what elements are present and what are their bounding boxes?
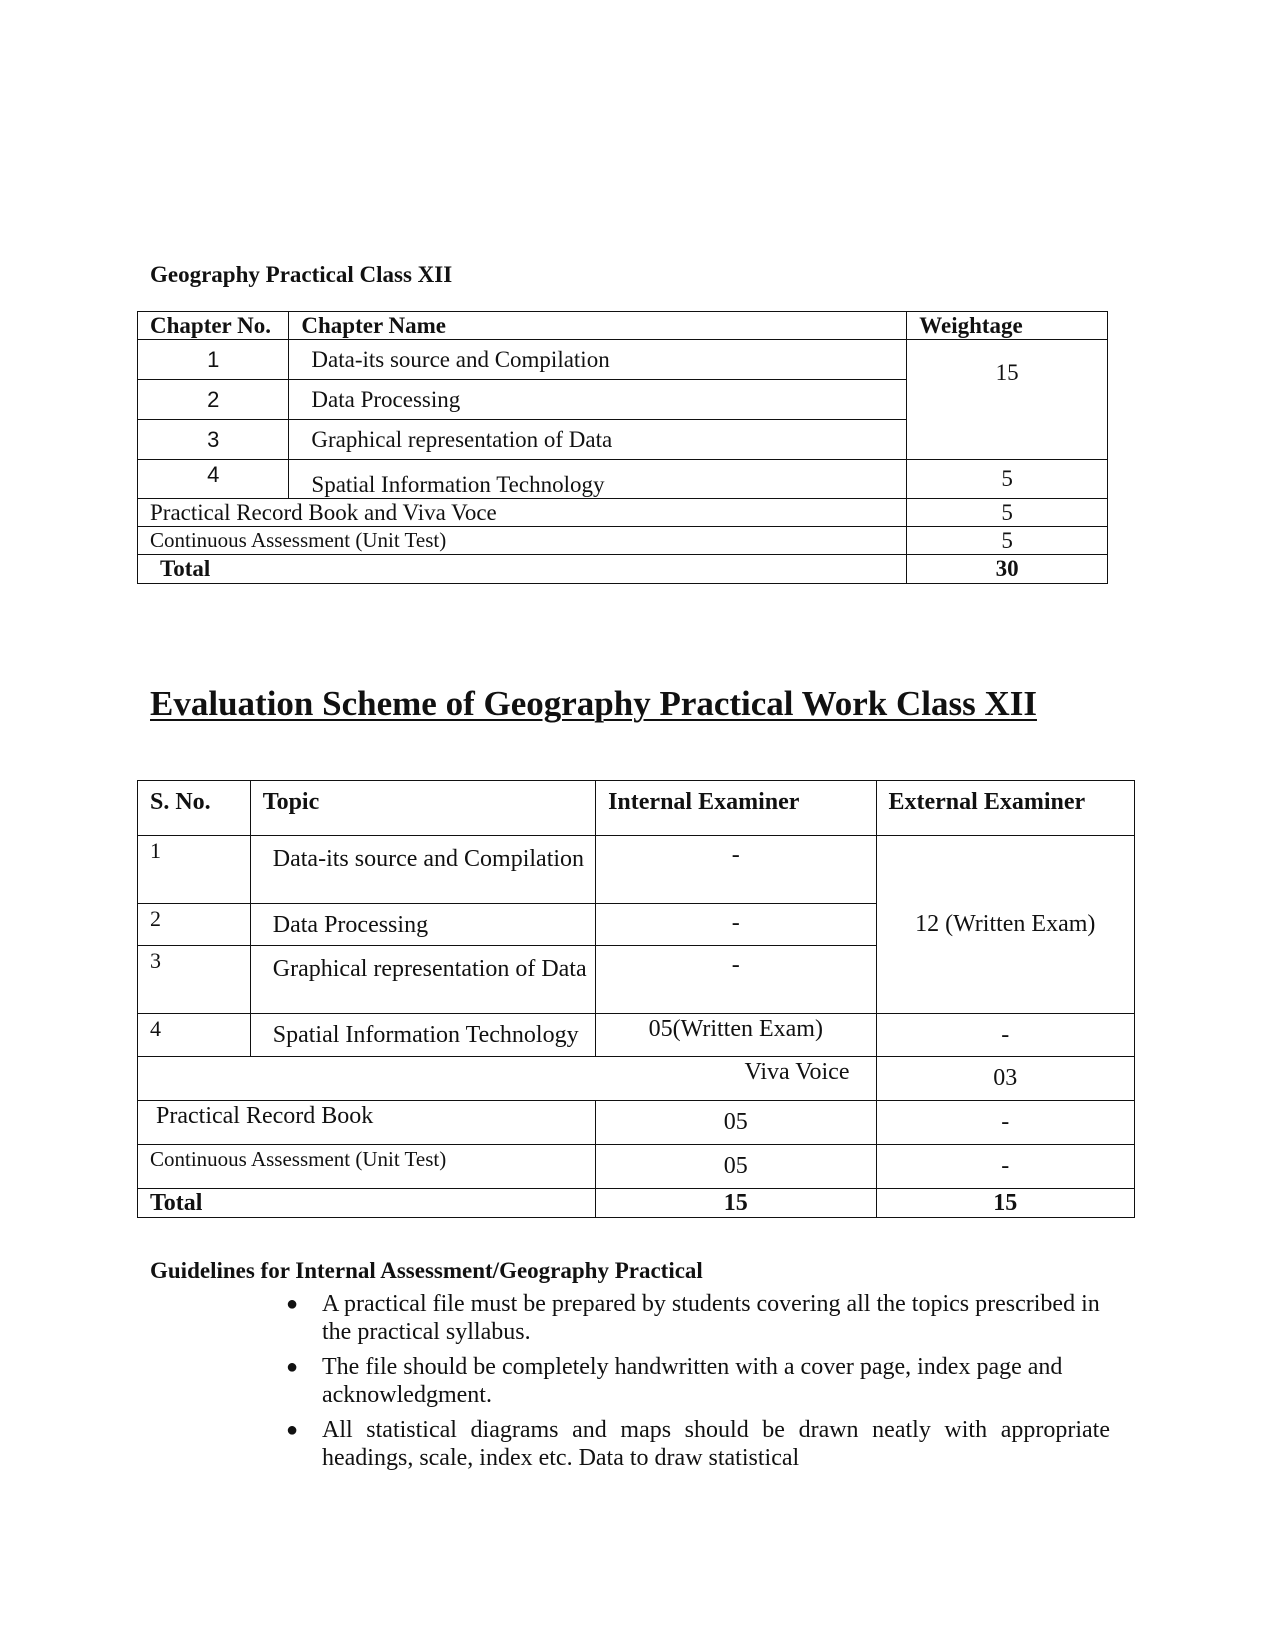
viva-label: Viva Voice	[138, 1057, 877, 1101]
row-label: Practical Record Book and Viva Voce	[138, 499, 907, 527]
guidelines-heading: Guidelines for Internal Assessment/Geography Practical	[150, 1258, 703, 1283]
total-label: Total	[138, 555, 907, 584]
topic: Data-its source and Compilation	[250, 836, 595, 904]
list-item	[280, 1416, 1110, 1472]
chapter-name: Spatial Information Technology	[289, 460, 907, 499]
col-header-external: External Examiner	[876, 781, 1135, 836]
col-header-chapter-name: Chapter Name	[289, 312, 907, 340]
table-row	[138, 340, 1108, 380]
external-value: 03	[876, 1057, 1135, 1101]
weightage-value: 5	[907, 499, 1108, 527]
bullet-icon: ●	[286, 1419, 299, 1441]
guideline-text: A practical file must be prepared by students covering all the topics prescribed in the practical syllabus.	[322, 1291, 1100, 1345]
col-header-topic: Topic	[250, 781, 595, 836]
guideline-text: All statistical diagrams and maps should be drawn neatly with appropriate headings, scale, index etc. Data to draw statistical	[322, 1417, 1110, 1471]
table-row	[138, 460, 1108, 499]
chapter-no: 1	[138, 340, 289, 380]
page-title: Evaluation Scheme of Geography Practical Work Class XII	[150, 684, 1037, 723]
external-group-value: 12 (Written Exam)	[876, 836, 1135, 1014]
sno: 1	[138, 836, 251, 904]
table-row	[138, 1101, 1135, 1145]
topic: Data Processing	[250, 904, 595, 946]
chapter-name: Data Processing	[289, 380, 907, 420]
total-label: Total	[138, 1189, 596, 1218]
col-header-chapter-no: Chapter No.	[138, 312, 289, 340]
total-internal: 15	[596, 1189, 876, 1218]
row-label: Practical Record Book	[138, 1101, 596, 1145]
col-header-sno: S. No.	[138, 781, 251, 836]
chapter-name: Graphical representation of Data	[289, 420, 907, 460]
row-label: Continuous Assessment (Unit Test)	[138, 1145, 596, 1189]
topic: Graphical representation of Data	[250, 946, 595, 1014]
section-heading-practical: Geography Practical Class XII	[150, 262, 453, 287]
guideline-text: The file should be completely handwritten with a cover page, index page and acknowledgment.	[322, 1354, 1063, 1408]
weightage-table	[137, 311, 1108, 584]
chapter-no: 4	[138, 460, 289, 499]
total-row	[138, 555, 1108, 584]
sno: 2	[138, 904, 251, 946]
weightage-value: 5	[907, 460, 1108, 499]
row-label: Continuous Assessment (Unit Test)	[138, 527, 907, 555]
external-value: -	[876, 1101, 1135, 1145]
total-row	[138, 1189, 1135, 1218]
table-row	[138, 1145, 1135, 1189]
bullet-icon: ●	[286, 1356, 299, 1378]
internal-value: -	[596, 836, 876, 904]
external-value: -	[876, 1014, 1135, 1057]
col-header-weightage: Weightage	[907, 312, 1108, 340]
internal-value: 05	[596, 1101, 876, 1145]
table-row	[138, 836, 1135, 904]
chapter-name: Data-its source and Compilation	[289, 340, 907, 380]
list-item	[280, 1353, 1110, 1409]
sno: 4	[138, 1014, 251, 1057]
topic: Spatial Information Technology	[250, 1014, 595, 1057]
list-item	[280, 1290, 1110, 1346]
total-external: 15	[876, 1189, 1135, 1218]
sno: 3	[138, 946, 251, 1014]
internal-value: -	[596, 946, 876, 1014]
internal-value: 05	[596, 1145, 876, 1189]
table-row	[138, 499, 1108, 527]
weightage-value: 5	[907, 527, 1108, 555]
col-header-internal: Internal Examiner	[596, 781, 876, 836]
chapter-no: 2	[138, 380, 289, 420]
bullet-icon: ●	[286, 1293, 299, 1315]
guidelines-list	[280, 1290, 1110, 1479]
weightage-group-value: 15	[907, 340, 1108, 460]
external-value: -	[876, 1145, 1135, 1189]
evaluation-scheme-table	[137, 780, 1135, 1218]
total-value: 30	[907, 555, 1108, 584]
table-row	[138, 1057, 1135, 1101]
table-row	[138, 527, 1108, 555]
internal-value: -	[596, 904, 876, 946]
table-row	[138, 1014, 1135, 1057]
chapter-no: 3	[138, 420, 289, 460]
internal-value: 05(Written Exam)	[596, 1014, 876, 1057]
